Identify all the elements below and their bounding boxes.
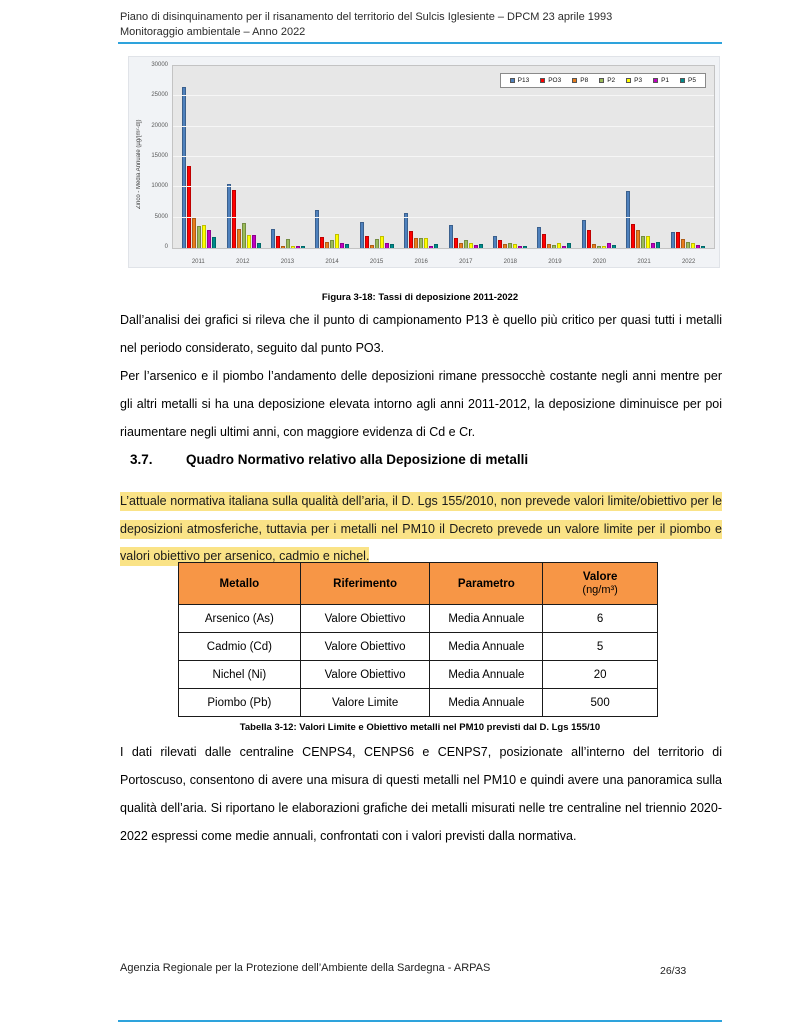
bar-P5-2012 bbox=[257, 243, 261, 248]
table-row bbox=[179, 661, 658, 689]
bar-P2-2018 bbox=[508, 243, 512, 248]
bar-P1-2022 bbox=[696, 245, 700, 248]
bar-P13-2016 bbox=[404, 213, 408, 248]
bar-group-2021 bbox=[626, 191, 660, 248]
chart-plot bbox=[172, 65, 715, 249]
bar-P3-2015 bbox=[380, 236, 384, 248]
bar-P13-2011 bbox=[182, 87, 186, 248]
bar-group-2019 bbox=[537, 227, 571, 248]
bar-group-2022 bbox=[671, 232, 705, 248]
legend-label: PO3 bbox=[548, 77, 562, 84]
table-cell: 20 bbox=[543, 661, 658, 689]
gridline bbox=[173, 217, 714, 218]
bar-PO3-2016 bbox=[409, 231, 413, 248]
legend-swatch-PO3 bbox=[540, 78, 545, 83]
legend-item-P1 bbox=[653, 77, 669, 84]
figure-caption: Figura 3-18: Tassi di deposizione 2011-2022 bbox=[321, 292, 519, 303]
bar-P8-2017 bbox=[459, 243, 463, 248]
bar-P1-2021 bbox=[651, 243, 655, 248]
bar-P5-2015 bbox=[390, 244, 394, 248]
th-riferimento: Riferimento bbox=[300, 563, 430, 605]
bar-P3-2020 bbox=[602, 246, 606, 248]
legend-swatch-P5 bbox=[680, 78, 685, 83]
y-tick-label: 15000 bbox=[151, 153, 168, 159]
table-cell: Media Annuale bbox=[430, 633, 543, 661]
bar-group-2015 bbox=[360, 222, 394, 248]
bar-P1-2018 bbox=[518, 246, 522, 248]
legend-label: P1 bbox=[661, 77, 670, 84]
x-tick-label: 2011 bbox=[191, 259, 205, 265]
bar-P8-2016 bbox=[414, 238, 418, 248]
y-tick-label: 25000 bbox=[151, 92, 168, 99]
th-parametro: Parametro bbox=[430, 563, 543, 605]
bar-P3-2021 bbox=[646, 236, 650, 248]
chart-legend bbox=[500, 73, 706, 88]
y-tick-label: 20000 bbox=[151, 122, 168, 129]
x-tick-label: 2020 bbox=[592, 259, 607, 265]
bar-P2-2011 bbox=[197, 226, 201, 248]
bar-P2-2015 bbox=[375, 239, 379, 248]
x-tick-label: 2013 bbox=[280, 259, 295, 265]
bar-P1-2019 bbox=[562, 246, 566, 248]
bar-P5-2013 bbox=[301, 246, 305, 248]
bar-P1-2013 bbox=[296, 246, 300, 248]
th-valore-label: Valore bbox=[582, 571, 618, 583]
table-row bbox=[179, 633, 658, 661]
header-line-1: Piano di disinquinamento per il risanamento del territorio del Sulcis Iglesiente – DPCM 23 aprile 1993 bbox=[120, 11, 613, 23]
limits-table-header bbox=[179, 563, 658, 605]
bar-group-2013 bbox=[271, 229, 305, 248]
bar-P2-2012 bbox=[242, 223, 246, 248]
x-tick-label: 2018 bbox=[503, 259, 517, 265]
bar-P13-2018 bbox=[493, 236, 497, 248]
table-row bbox=[179, 689, 658, 717]
table-cell: Media Annuale bbox=[430, 689, 543, 717]
bar-P8-2020 bbox=[592, 244, 596, 248]
footer-rule bbox=[118, 1020, 722, 1022]
x-tick-label: 2014 bbox=[325, 259, 339, 265]
bar-P5-2019 bbox=[567, 243, 571, 248]
bar-P3-2022 bbox=[691, 243, 695, 248]
section-heading bbox=[130, 452, 528, 467]
table-cell: 500 bbox=[543, 689, 658, 717]
x-tick-label: 2015 bbox=[369, 259, 384, 265]
bar-group-2020 bbox=[582, 220, 616, 248]
bar-P2-2022 bbox=[686, 242, 690, 248]
paragraph-2: Per l’arsenico e il piombo l’andamento delle deposizioni rimane pressocchè costante negli anni mentre per gli altri metalli si ha una deposizione elevata intorno agli anni 2011-2012, la deposizione diminuisce per poi riaumentare negli ultimi anni, con maggiore evidenza di Cd e Cr. bbox=[120, 369, 722, 439]
table-cell: Cadmio (Cd) bbox=[179, 633, 301, 661]
bar-PO3-2019 bbox=[542, 234, 546, 248]
bar-P5-2017 bbox=[479, 244, 483, 248]
y-tick-label: 5000 bbox=[154, 213, 168, 220]
section-title: Quadro Normativo relativo alla Deposizione di metalli bbox=[186, 452, 529, 467]
legend-item-P5 bbox=[680, 77, 696, 84]
legend-item-P8 bbox=[572, 77, 588, 84]
bar-PO3-2017 bbox=[454, 238, 458, 248]
bar-P5-2018 bbox=[523, 246, 527, 248]
bar-P5-2016 bbox=[434, 244, 438, 248]
table-cell: Piombo (Pb) bbox=[179, 689, 301, 717]
bar-P5-2014 bbox=[345, 244, 349, 248]
y-tick-label: 10000 bbox=[151, 183, 168, 190]
table-cell: Valore Obiettivo bbox=[300, 605, 430, 633]
th-valore-unit: (ng/m³) bbox=[582, 584, 618, 596]
table-cell: Valore Obiettivo bbox=[300, 633, 430, 661]
legend-label: P2 bbox=[607, 77, 616, 84]
gridline bbox=[173, 95, 714, 96]
bar-P13-2019 bbox=[537, 227, 541, 248]
table-cell: Media Annuale bbox=[430, 661, 543, 689]
bar-P1-2017 bbox=[474, 245, 478, 248]
x-tick-label: 2017 bbox=[459, 259, 473, 265]
bar-P2-2021 bbox=[641, 236, 645, 248]
bar-P2-2019 bbox=[552, 245, 556, 248]
bar-P1-2016 bbox=[429, 246, 433, 248]
bar-PO3-2022 bbox=[676, 232, 680, 248]
bar-P8-2012 bbox=[237, 229, 241, 248]
bar-P3-2013 bbox=[291, 246, 295, 248]
footer-page-number: 26/33 bbox=[660, 965, 687, 977]
table-caption: Tabella 3-12: Valori Limite e Obiettivo metalli nel PM10 previsti dal D. Lgs 155/10 bbox=[239, 722, 601, 733]
bar-PO3-2012 bbox=[232, 190, 236, 248]
table-cell: Valore Obiettivo bbox=[300, 661, 430, 689]
gridline bbox=[173, 186, 714, 187]
bar-PO3-2018 bbox=[498, 240, 502, 248]
bar-P8-2022 bbox=[681, 239, 685, 248]
table-cell: Valore Limite bbox=[300, 689, 430, 717]
bar-PO3-2020 bbox=[587, 230, 591, 248]
legend-swatch-P8 bbox=[572, 78, 577, 83]
highlighted-paragraph bbox=[120, 488, 722, 571]
th-valore bbox=[543, 563, 658, 605]
th-metallo: Metallo bbox=[179, 563, 301, 605]
bar-group-2017 bbox=[449, 225, 483, 248]
legend-label: P3 bbox=[634, 77, 643, 84]
bar-PO3-2015 bbox=[365, 236, 369, 248]
bar-P8-2011 bbox=[192, 218, 196, 248]
legend-item-P3 bbox=[626, 77, 642, 84]
x-axis-labels bbox=[145, 257, 715, 265]
bar-P8-2013 bbox=[281, 246, 285, 248]
table-cell: 5 bbox=[543, 633, 658, 661]
y-axis-label: Zinco - Media Annuale (µg/[m²·d]) bbox=[136, 119, 142, 209]
table-cell: 6 bbox=[543, 605, 658, 633]
bar-P8-2014 bbox=[325, 242, 329, 248]
legend-swatch-P2 bbox=[599, 78, 604, 83]
gridline bbox=[173, 156, 714, 157]
bar-group-2011 bbox=[182, 87, 216, 248]
bar-P3-2014 bbox=[335, 234, 339, 248]
table-cell: Media Annuale bbox=[430, 605, 543, 633]
bar-P8-2021 bbox=[636, 230, 640, 248]
y-tick-label: 0 bbox=[164, 244, 168, 250]
limits-table bbox=[178, 562, 658, 717]
section-number: 3.7. bbox=[130, 452, 153, 467]
x-tick-label: 2019 bbox=[548, 259, 562, 265]
bar-P8-2019 bbox=[547, 244, 551, 248]
bar-P3-2012 bbox=[247, 235, 251, 248]
legend-label: P13 bbox=[517, 77, 530, 84]
bar-P13-2013 bbox=[271, 229, 275, 248]
table-cell: Arsenico (As) bbox=[179, 605, 301, 633]
x-tick-label: 2012 bbox=[236, 259, 250, 265]
bar-P1-2011 bbox=[207, 230, 211, 248]
bar-P13-2020 bbox=[582, 220, 586, 248]
legend-item-P13 bbox=[510, 77, 530, 84]
bar-group-2016 bbox=[404, 213, 438, 248]
bar-P1-2015 bbox=[385, 243, 389, 248]
bar-P13-2017 bbox=[449, 225, 453, 248]
bar-P3-2017 bbox=[469, 243, 473, 248]
bar-P1-2014 bbox=[340, 243, 344, 248]
legend-label: P8 bbox=[580, 77, 589, 84]
table-cell: Nichel (Ni) bbox=[179, 661, 301, 689]
highlight-text: L’attuale normativa italiana sulla qualità dell’aria, il D. Lgs 155/2010, non prevede valori limite/obiettivo per le deposizioni atmosferiche, tuttavia per i metalli nel PM10 il Decreto prevede un valore limite per il piombo e valori obiettivo per arsenico, cadmio e nichel. bbox=[120, 492, 722, 566]
bar-P2-2017 bbox=[464, 240, 468, 248]
bar-area bbox=[173, 66, 714, 248]
paragraph-3: I dati rilevati dalle centraline CENPS4, CENPS6 e CENPS7, posizionate all’interno del territorio di Portoscuso, consentono di avere una misura di questi metalli nel PM10 e quindi avere una panoramica sulla qualità dell’aria. Si riportano le elaborazioni grafiche dei metalli misurati nelle tre centraline nel triennio 2020-2022 espressi come medie annuali, confrontati con i valori previsti dalla normativa. bbox=[120, 745, 722, 843]
legend-swatch-P3 bbox=[626, 78, 631, 83]
chart-area bbox=[145, 63, 715, 265]
legend-swatch-P13 bbox=[510, 78, 515, 83]
legend-label: P5 bbox=[688, 77, 696, 84]
gridline bbox=[173, 126, 714, 127]
bar-P2-2016 bbox=[419, 238, 423, 248]
bar-P5-2020 bbox=[612, 245, 616, 248]
page-header bbox=[120, 10, 722, 40]
x-tick-label: 2022 bbox=[681, 259, 696, 265]
x-tick-label: 2021 bbox=[637, 259, 651, 265]
table-row bbox=[179, 605, 658, 633]
legend-swatch-P1 bbox=[653, 78, 658, 83]
bar-PO3-2013 bbox=[276, 236, 280, 248]
bar-P3-2016 bbox=[424, 238, 428, 248]
legend-item-P2 bbox=[599, 77, 615, 84]
bar-P8-2018 bbox=[503, 244, 507, 248]
bar-P5-2011 bbox=[212, 237, 216, 248]
legend-item-PO3 bbox=[540, 77, 561, 84]
bar-P1-2012 bbox=[252, 235, 256, 248]
bar-P3-2011 bbox=[202, 225, 206, 248]
bar-P1-2020 bbox=[607, 243, 611, 248]
bar-P5-2021 bbox=[656, 242, 660, 248]
bar-P2-2020 bbox=[597, 246, 601, 248]
y-tick-label: 30000 bbox=[151, 62, 168, 68]
bar-PO3-2011 bbox=[187, 166, 191, 248]
header-line-2: Monitoraggio ambientale – Anno 2022 bbox=[120, 26, 306, 38]
limits-table-body bbox=[179, 605, 658, 717]
y-axis-ticks bbox=[145, 62, 172, 250]
bar-group-2018 bbox=[493, 236, 527, 248]
bar-P5-2022 bbox=[701, 246, 705, 248]
header-rule bbox=[118, 42, 722, 44]
bar-P13-2022 bbox=[671, 232, 675, 248]
deposition-chart bbox=[128, 56, 720, 268]
bar-P8-2015 bbox=[370, 245, 374, 248]
bar-P3-2018 bbox=[513, 244, 517, 248]
bar-PO3-2021 bbox=[631, 224, 635, 248]
paragraph-1: Dall’analisi dei grafici si rileva che il punto di campionamento P13 è quello più critico per quasi tutti i metalli nel periodo considerato, seguito dal punto PO3. bbox=[120, 313, 722, 355]
bar-P13-2021 bbox=[626, 191, 630, 248]
bar-P2-2014 bbox=[330, 240, 334, 248]
bar-P2-2013 bbox=[286, 239, 290, 248]
x-tick-label: 2016 bbox=[414, 259, 428, 265]
footer-agency: Agenzia Regionale per la Protezione dell’Ambiente della Sardegna - ARPAS bbox=[120, 962, 491, 974]
bar-P13-2015 bbox=[360, 222, 364, 248]
bar-PO3-2014 bbox=[320, 237, 324, 248]
bar-P3-2019 bbox=[557, 243, 561, 248]
